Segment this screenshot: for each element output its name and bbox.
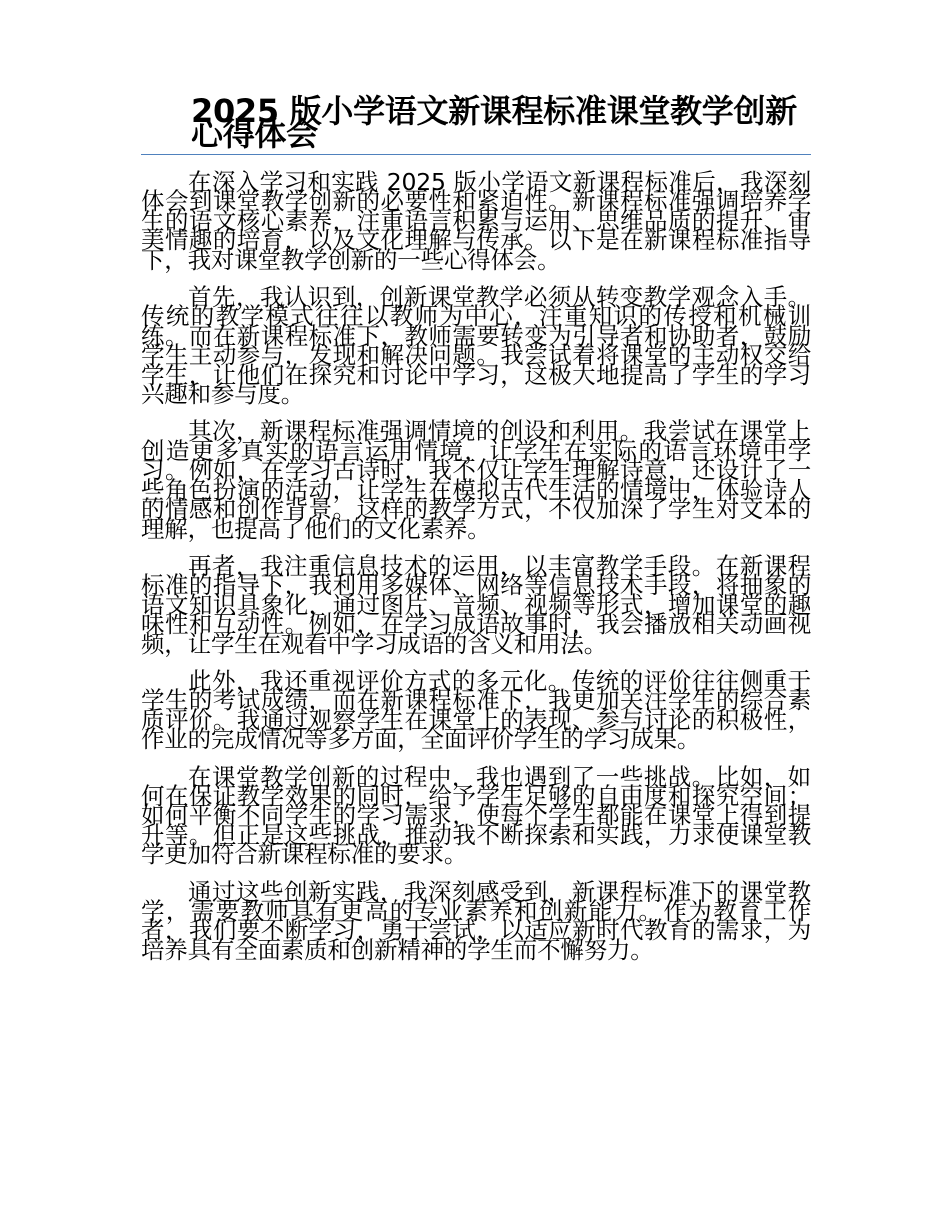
document-body xyxy=(141,168,811,964)
paragraph-intro: 在深入学习和实践 2025 版小学语文新课程标准后，我深刻体会到课堂教学创新的必要性和紧迫性。新课程标准强调培养学生的语文核心素养，注重语言积累与运用、思维品质的提升、审美情趣的培育，以及文化理解与传承。以下是在新课程标准指导下，我对课堂教学创新的一些心得体会。 xyxy=(141,168,811,274)
document-page xyxy=(141,92,811,978)
paragraph-challenges: 在课堂教学创新的过程中，我也遇到了一些挑战。比如，如何在保证教学效果的同时，给予学生足够的自由度和探究空间；如何平衡不同学生的学习需求，使每个学生都能在课堂上得到提升等。但正是这些挑战，推动我不断探索和实践，力求使课堂教学更加符合新课程标准的要求。 xyxy=(141,762,811,869)
paragraph-conclusion: 通过这些创新实践，我深刻感受到，新课程标准下的课堂教学，需要教师具有更高的专业素养和创新能力。作为教育工作者，我们要不断学习，勇于尝试，以适应新时代教育的需求，为培养具有全面素质和创新精神的学生而不懈努力。 xyxy=(141,877,811,964)
title-underline-divider xyxy=(141,154,811,155)
paragraph-situation-creation: 其次，新课程标准强调情境的创设和利用。我尝试在课堂上创造更多真实的语言运用情境，让学生在实际的语言环境中学习。例如，在学习古诗时，我不仅让学生理解诗意，还设计了一些角色扮演的活动，让学生在模拟古代生活的情境中，体验诗人的情感和创作背景。这样的教学方式，不仅加深了学生对文本的理解，也提高了他们的文化素养。 xyxy=(141,417,811,543)
paragraph-teaching-concept: 首先，我认识到，创新课堂教学必须从转变教学观念入手。传统的教学模式往往以教师为中心，注重知识的传授和机械训练。而在新课程标准下，教师需要转变为引导者和协助者，鼓励学生主动参与，发现和解决问题。我尝试着将课堂的主动权交给学生，让他们在探究和讨论中学习，这极大地提高了学生的学习兴趣和参与度。 xyxy=(141,283,811,409)
document-title: 2025 版小学语文新课程标准课堂教学创新心得体会 xyxy=(191,92,797,153)
paragraph-diverse-evaluation: 此外，我还重视评价方式的多元化。传统的评价往往侧重于学生的考试成绩，而在新课程标准下，我更加关注学生的综合素质评价。我通过观察学生在课堂上的表现、参与讨论的积极性，作业的完成情况等多方面，全面评价学生的学习成果。 xyxy=(141,666,811,754)
paragraph-information-technology: 再者，我注重信息技术的运用，以丰富教学手段。在新课程标准的指导下，我利用多媒体、网络等信息技术手段，将抽象的语文知识具象化，通过图片、音频、视频等形式，增加课堂的趣味性和互动性。例如，在学习成语故事时，我会播放相关动画视频，让学生在观看中学习成语的含义和用法。 xyxy=(141,551,811,658)
